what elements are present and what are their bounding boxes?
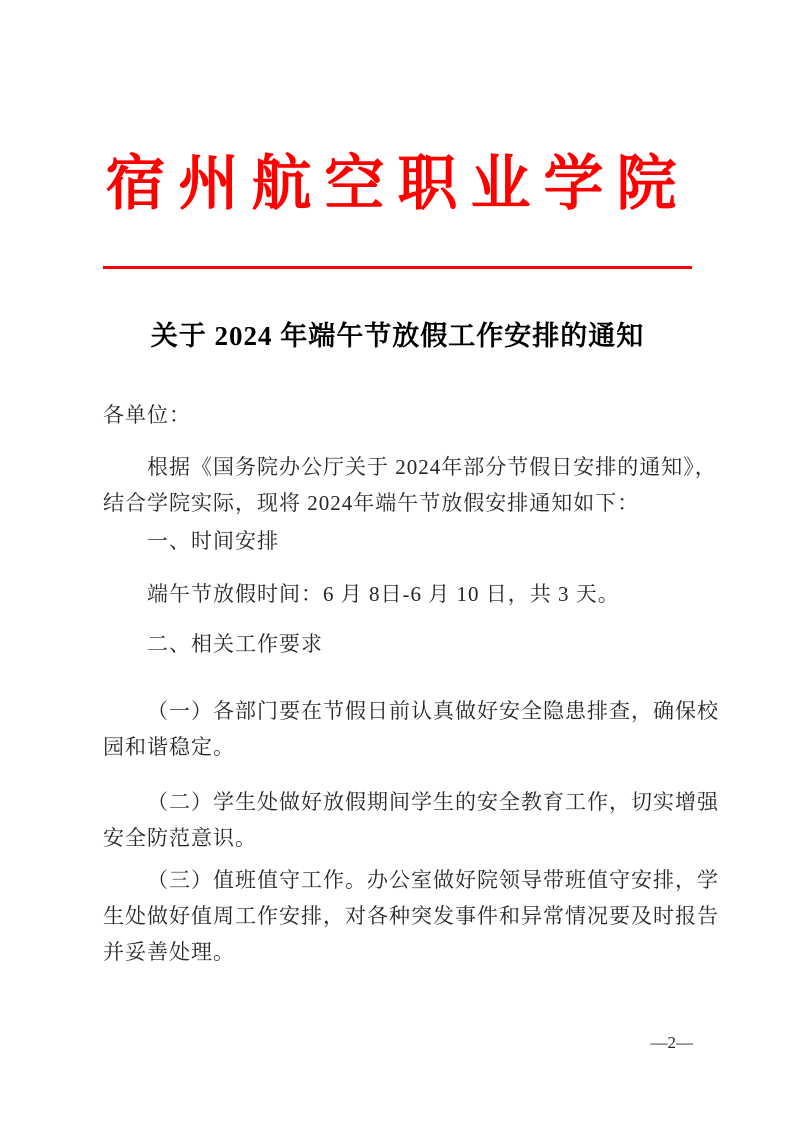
body-line: 园和谐稳定。 — [103, 735, 235, 759]
body-line: （三）值班值守工作。办公室做好院领导带班值守安排，学 — [147, 868, 719, 892]
paragraph-section-2-heading — [103, 626, 693, 662]
document-title: 关于 2024 年端午节放假工作安排的通知 — [150, 321, 645, 351]
paragraph-holiday-dates — [103, 576, 693, 612]
paragraph-requirement-2 — [103, 784, 719, 856]
red-divider-line — [103, 266, 692, 269]
body-line: 生处做好值周工作安排，对各种突发事件和异常情况要及时报告 — [103, 904, 719, 928]
body-line: （一）各部门要在节假日前认真做好安全隐患排查，确保校 — [147, 699, 719, 723]
paragraph-salutation — [103, 397, 693, 433]
paragraph-intro — [103, 449, 717, 521]
body-line: 安全防范意识。 — [103, 826, 257, 850]
paragraph-requirement-1 — [103, 693, 719, 765]
page-number: —2— — [650, 1033, 693, 1052]
paragraph-section-1-heading — [103, 523, 693, 559]
body-line: 端午节放假时间：6 月 8日-6 月 10 日，共 3 天。 — [147, 582, 620, 606]
body-line: 各单位： — [103, 403, 191, 427]
body-line: （二）学生处做好放假期间学生的安全教育工作，切实增强 — [147, 790, 719, 814]
paragraph-requirement-3 — [103, 862, 719, 970]
body-line: 并妥善处理。 — [103, 940, 235, 964]
body-line: 结合学院实际，现将 2024年端午节放假安排通知如下： — [103, 491, 640, 515]
body-line: 一、时间安排 — [147, 529, 279, 553]
document-body — [103, 397, 719, 970]
body-line: 根据《国务院办公厅关于 2024年部分节假日安排的通知》， — [147, 455, 717, 479]
institution-masthead-title: 宿州航空职业学院 — [105, 151, 690, 217]
body-line: 二、相关工作要求 — [147, 632, 323, 656]
